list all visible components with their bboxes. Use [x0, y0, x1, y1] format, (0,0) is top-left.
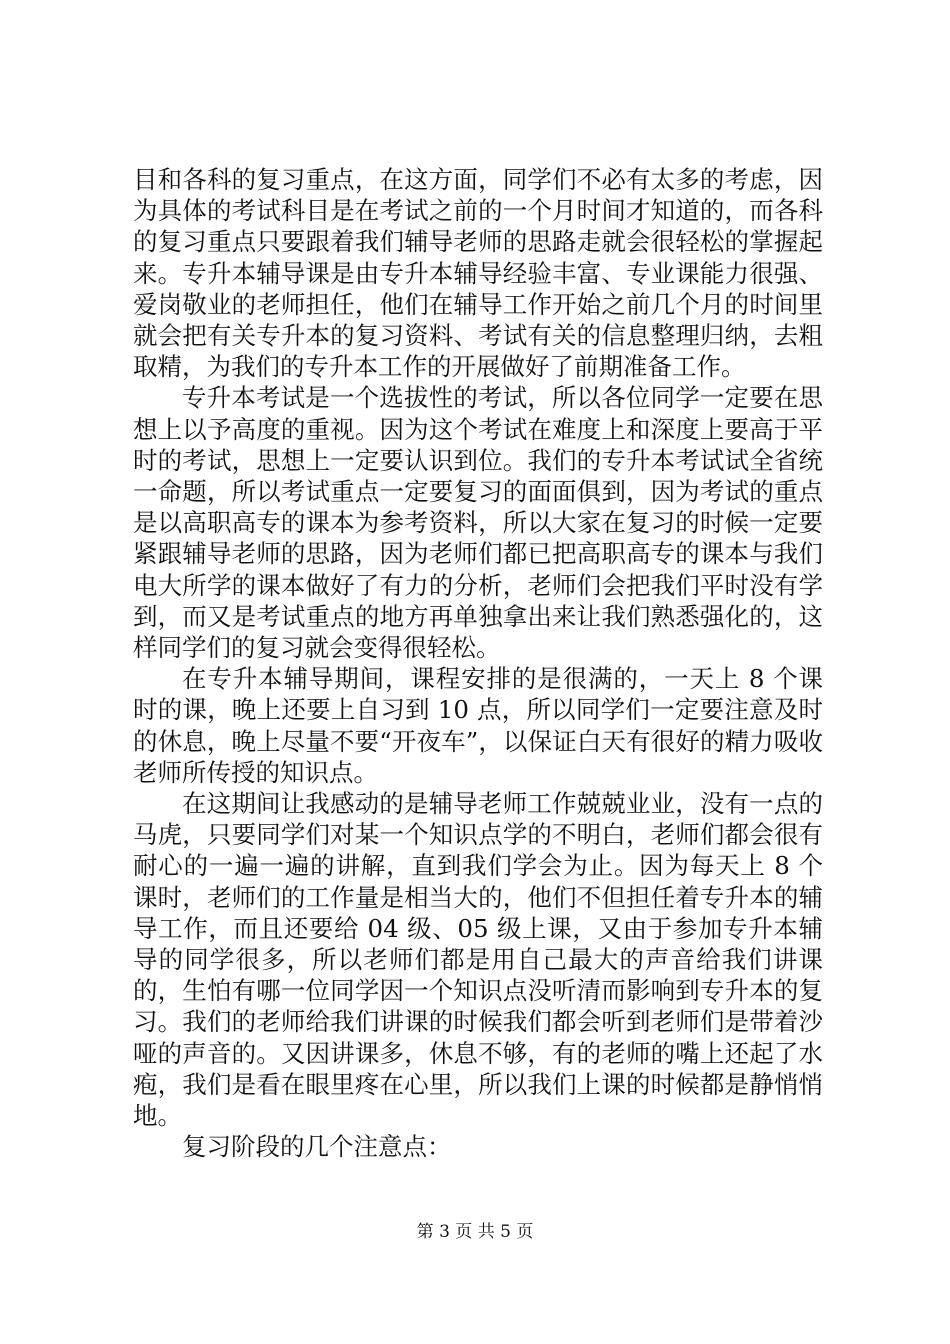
paragraph-2: 专升本考试是一个选拔性的考试，所以各位同学一定要在思想上以予高度的重视。因为这个考试在难度上和深度上要高于平时的考试，思想上一定要认识到位。我们的专升本考试试全省统一命题，所以考试重点一定要复习的面面俱到，因为考试的重点是以高职高专的课本为参考资料，所以大家在复习的时候一定要紧跟辅导老师的思路，因为老师们都已把高职高专的课本与我们电大所学的课本做好了有力的分析，老师们会把我们平时没有学到，而又是考试重点的地方再单独拿出来让我们熟悉强化的，这样同学们的复习就会变得很轻松。 — [133, 383, 823, 663]
paragraph-4: 在这期间让我感动的是辅导老师工作兢兢业业，没有一点的马虎，只要同学们对某一个知识点学的不明白，老师们都会很有耐心的一遍一遍的讲解，直到我们学会为止。因为每天上 8 个课时，老师们的工作量是相当大的，他们不但担任着专升本的辅导工作，而且还要给 04 级、05 级上课，又由于参加专升本辅导的同学很多，所以老师们都是用自己最大的声音给我们讲课的，生怕有哪一位同学因一个知识点没听清而影响到专升本的复习。我们的老师给我们讲课的时候我们都会听到老师们是带着沙哑的声音的。又因讲课多，休息不够，有的老师的嘴上还起了水疱，我们是看在眼里疼在心里，所以我们上课的时候都是静悄悄地。 — [133, 789, 823, 1131]
paragraph-3: 在专升本辅导期间，课程安排的是很满的，一天上 8 个课时的课，晚上还要上自习到 10 点，所以同学们一定要注意及时的休息，晚上尽量不要“开夜车”，以保证白天有很好的精力吸收老师所传授的知识点。 — [133, 664, 823, 787]
document-body — [133, 164, 823, 1163]
paragraph-5: 复习阶段的几个注意点： — [182, 1132, 452, 1162]
paragraph-1: 目和各科的复习重点，在这方面，同学们不必有太多的考虑，因为具体的考试科目是在考试之前的一个月时间才知道的，而各科的复习重点只要跟着我们辅导老师的思路走就会很轻松的掌握起来。专升本辅导课是由专升本辅导经验丰富、专业课能力很强、爱岗敬业的老师担任，他们在辅导工作开始之前几个月的时间里就会把有关专升本的复习资料、考试有关的信息整理归纳，去粗取精，为我们的专升本工作的开展做好了前期准备工作。 — [133, 165, 823, 382]
page-number-footer: 第 3 页 共 5 页 — [416, 1222, 534, 1242]
